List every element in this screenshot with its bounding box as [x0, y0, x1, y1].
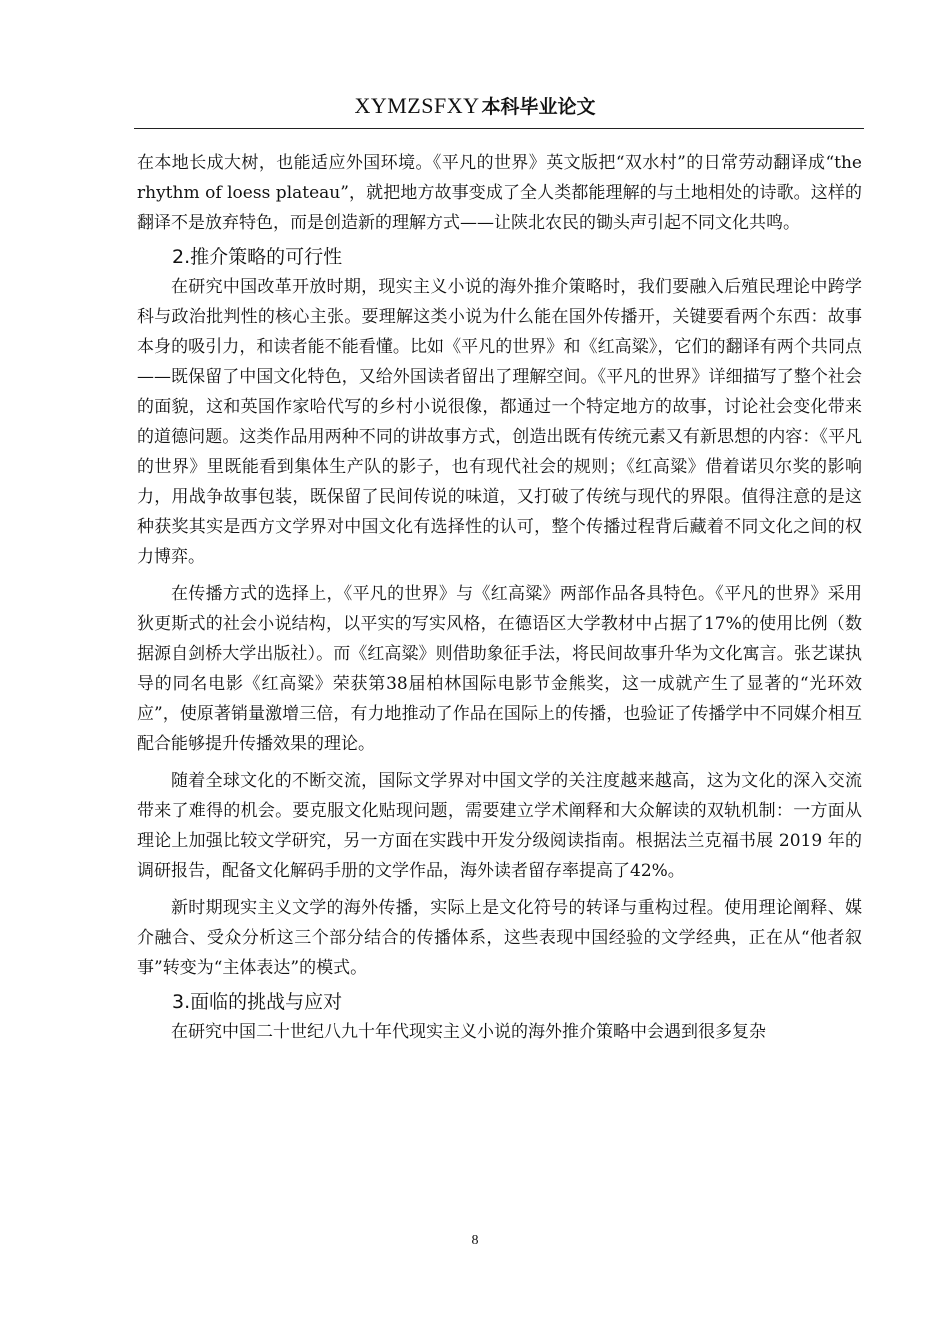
paragraph-continued: 在本地长成大树，也能适应外国环境。《平凡的世界》英文版把“双水村”的日常劳动翻译成“the rhythm of loess plateau”，就把地方故事变成了全人类都能理解的与土地相处的诗歌。这样的翻译不是放弃特色，而是创造新的理解方式——让陕北农民的锄头声引起不同文化共鸣。 [137, 153, 862, 233]
section-heading-challenges: 3.面临的挑战与应对 [172, 991, 343, 1013]
section-heading-feasibility: 2.推介策略的可行性 [172, 246, 343, 268]
document-body [137, 148, 862, 1047]
header-divider [134, 128, 864, 129]
page-number: 8 [471, 1233, 479, 1248]
header-title: 本科毕业论文 [481, 96, 596, 118]
paragraph: 在传播方式的选择上，《平凡的世界》与《红高粱》两部作品各具特色。《平凡的世界》采用狄更斯式的社会小说结构，以平实的写实风格，在德语区大学教材中占据了17%的使用比例（数据源自剑桥大学出版社）。而《红高粱》则借助象征手法，将民间故事升华为文化寓言。张艺谋执导的同名电影《红高粱》荣获第38届柏林国际电影节金熊奖，这一成就产生了显著的“光环效应”，使原著销量激增三倍，有力地推动了作品在国际上的传播，也验证了传播学中不同媒介相互配合能够提升传播效果的理论。 [137, 584, 862, 754]
paragraph: 新时期现实主义文学的海外传播，实际上是文化符号的转译与重构过程。使用理论阐释、媒介融合、受众分析这三个部分结合的传播体系，这些表现中国经验的文学经典，正在从“他者叙事”转变为“主体表达”的模式。 [137, 898, 862, 978]
paragraph: 在研究中国改革开放时期，现实主义小说的海外推介策略时，我们要融入后殖民理论中跨学科与政治批判性的核心主张。要理解这类小说为什么能在国外传播开，关键要看两个东西：故事本身的吸引力，和读者能不能看懂。比如《平凡的世界》和《红高粱》，它们的翻译有两个共同点——既保留了中国文化特色，又给外国读者留出了理解空间。《平凡的世界》详细描写了整个社会的面貌，这和英国作家哈代写的乡村小说很像，都通过一个特定地方的故事，讨论社会变化带来的道德问题。这类作品用两种不同的讲故事方式，创造出既有传统元素又有新思想的内容：《平凡的世界》里既能看到集体生产队的影子，也有现代社会的规则；《红高粱》借着诺贝尔奖的影响力，用战争故事包装，既保留了民间传说的味道，又打破了传统与现代的界限。值得注意的是这种获奖其实是西方文学界对中国文化有选择性的认可，整个传播过程背后藏着不同文化之间的权力博弈。 [137, 277, 862, 567]
paragraph: 在研究中国二十世纪八九十年代现实主义小说的海外推介策略中会遇到很多复杂 [171, 1022, 766, 1042]
page-header [0, 92, 950, 121]
header-code: XYMZSFXY [354, 93, 480, 118]
paragraph: 随着全球文化的不断交流，国际文学界对中国文学的关注度越来越高，这为文化的深入交流带来了难得的机会。要克服文化贴现问题，需要建立学术阐释和大众解读的双轨机制：一方面从理论上加强比较文学研究，另一方面在实践中开发分级阅读指南。根据法兰克福书展 2019 年的调研报告，配备文化解码手册的文学作品，海外读者留存率提高了42%。 [137, 771, 862, 881]
